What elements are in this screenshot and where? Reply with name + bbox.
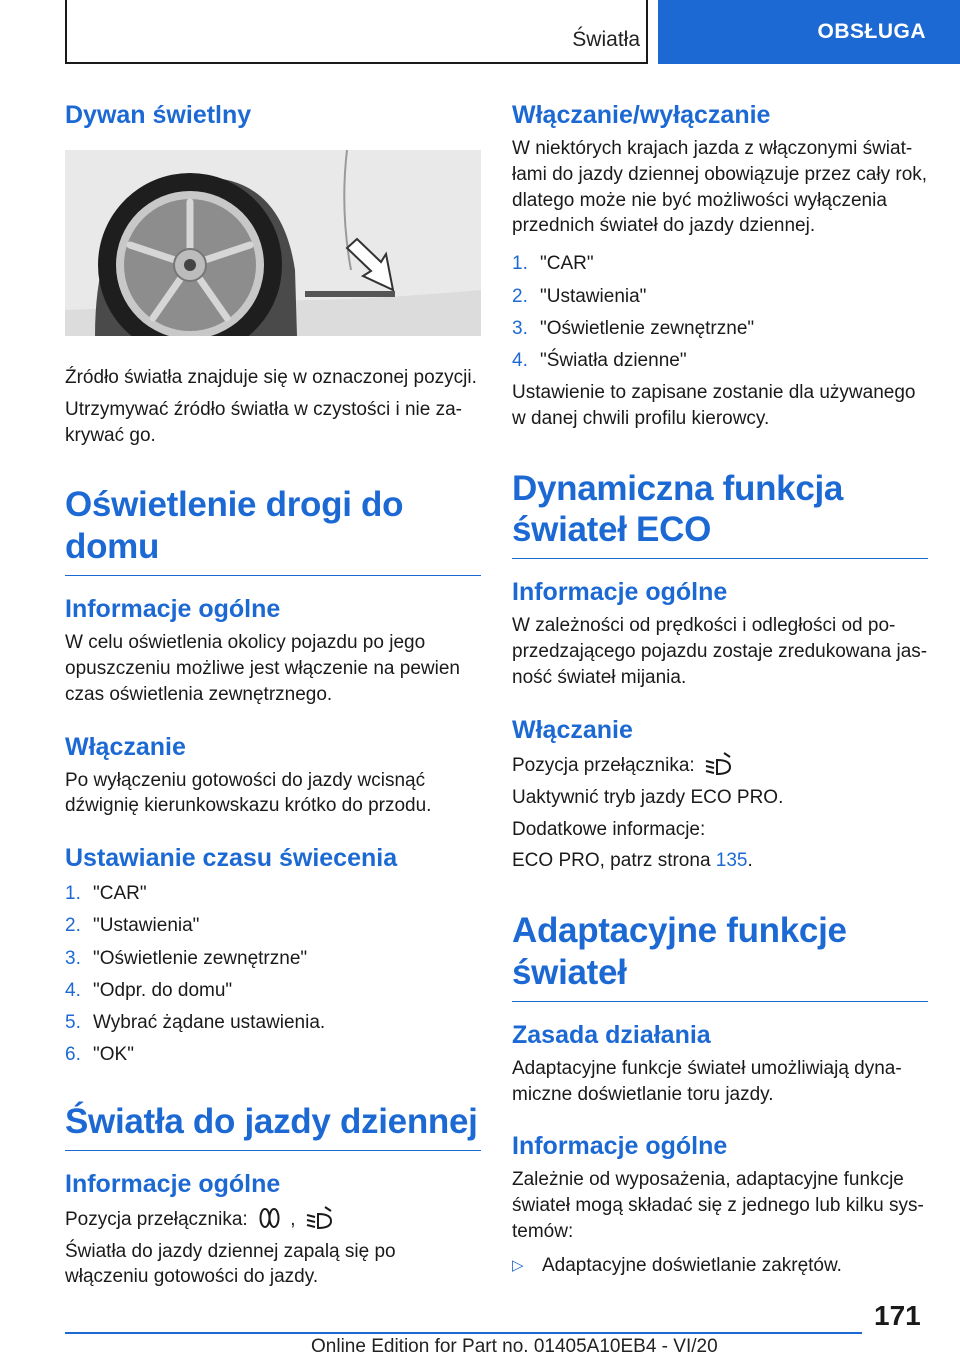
list-item: ▷ Adaptacyjne doświetlanie zakrętów.: [512, 1253, 928, 1279]
home-on-title: Włączanie: [65, 732, 186, 761]
drl-text: Światła do jazdy dziennej zapalą się po włączeniu gotowości do jazdy.: [65, 1240, 396, 1288]
page-link[interactable]: 135: [715, 850, 748, 872]
car-wheel-illustration: [65, 150, 481, 336]
parking-light-icon: [257, 1205, 281, 1231]
home-on-text: Po wyłączeniu gotowości do jazdy wcisnąć dźwignię kierunkowskazu krótko do przodu.: [65, 769, 432, 817]
list-item: 5. Wybrać żądane ustawienia.: [65, 1012, 326, 1034]
onoff-steps-list: [512, 251, 928, 374]
list-item: 6. "OK": [65, 1044, 134, 1066]
list-item: 4. "Odpr. do domu": [65, 979, 233, 1001]
eco-info-text: W zależności od prędkości i odległości od po-przedzającego pojazdu zostaje zredukowana jas-ność świateł mijania.: [512, 615, 928, 689]
eco-switch-line: Pozycja przełącznika:: [512, 751, 928, 779]
section-title: Światła: [572, 28, 640, 51]
triangle-bullet-icon: ▷: [512, 1256, 524, 1274]
footer-divider: [65, 1332, 862, 1334]
chapter-tab-label: OBSŁUGA: [817, 20, 926, 43]
list-item: 1. "CAR": [65, 883, 147, 905]
drl-title: Światła do jazdy dziennej: [65, 1101, 481, 1151]
list-item: 2. "Ustawienia": [512, 285, 647, 307]
list-item: 3. "Oświetlenie zewnętrzne": [65, 947, 308, 969]
eco-more-text: Dodatkowe informacje:: [512, 818, 706, 840]
carpet-paragraph-2: Utrzymywać źródło światła w czystości i nie za-krywać go.: [65, 398, 462, 446]
list-item: 2. "Ustawienia": [65, 915, 200, 937]
low-beam-auto-icon: [704, 751, 734, 777]
page-number: 171: [874, 1300, 921, 1331]
eco-on-title: Włączanie: [512, 715, 633, 744]
eco-info-title: Informacje ogólne: [512, 578, 728, 607]
home-info-text: W celu oświetlenia okolicy pojazdu po jego opuszczeniu możliwe jest włączenie na pewien czas oświetlenia zewnętrznego.: [65, 632, 460, 705]
afl-info-text: Zależnie od wyposażenia, adaptacyjne funkcje świateł mogą składać się z jednego lub kilku sys-temów:: [512, 1169, 924, 1243]
onoff-title: Włączanie/wyłączanie: [512, 101, 771, 129]
afl-principle-title: Zasada działania: [512, 1020, 711, 1049]
home-info-title: Informacje ogólne: [65, 595, 281, 624]
home-steps-list: [65, 881, 481, 1068]
list-item: 1. "CAR": [512, 253, 594, 275]
carpet-title: Dywan świetlny: [65, 101, 252, 129]
home-lighting-title: Oświetlenie drogi do domu: [65, 484, 481, 576]
chapter-tab[interactable]: [658, 0, 960, 64]
eco-reference: ECO PRO, patrz strona 135.: [512, 850, 753, 872]
right-column: [512, 100, 928, 1285]
drl-info-title: Informacje ogólne: [65, 1169, 281, 1198]
list-item: 4. "Światła dzienne": [512, 349, 687, 371]
list-item: 3. "Oświetlenie zewnętrzne": [512, 317, 755, 339]
eco-title: Dynamiczna funkcja świateł ECO: [512, 468, 928, 560]
home-time-title: Ustawianie czasu świecenia: [65, 844, 398, 873]
left-column: [65, 100, 481, 1296]
afl-title: Adaptacyjne funkcje świateł: [512, 910, 928, 1002]
afl-info-title: Informacje ogólne: [512, 1132, 728, 1161]
afl-bullet-list: [512, 1253, 928, 1279]
carpet-paragraph-1: Źródło światła znajduje się w oznaczonej pozycji.: [65, 367, 477, 388]
onoff-text: W niektórych krajach jazda z włączonymi świat-łami do jazdy dziennej obowiązuje przez cały rok, dlatego może nie być możliwości wyłączenia przednich świateł do jazdy dziennej.: [512, 138, 928, 237]
edition-text: Online Edition for Part no. 01405A10EB4 - VI/20: [311, 1336, 718, 1357]
onoff-after-text: Ustawienie to zapisane zostanie dla używanego w danej chwili profilu kierowcy.: [512, 382, 916, 430]
drl-switch-line: Pozycja przełącznika: ,: [65, 1205, 481, 1233]
low-beam-auto-icon: [305, 1205, 335, 1231]
afl-principle-text: Adaptacyjne funkcje świateł umożliwiają dyna-miczne doświetlanie toru jazdy.: [512, 1057, 902, 1105]
eco-activate-text: Uaktywnić tryb jazdy ECO PRO.: [512, 786, 784, 808]
